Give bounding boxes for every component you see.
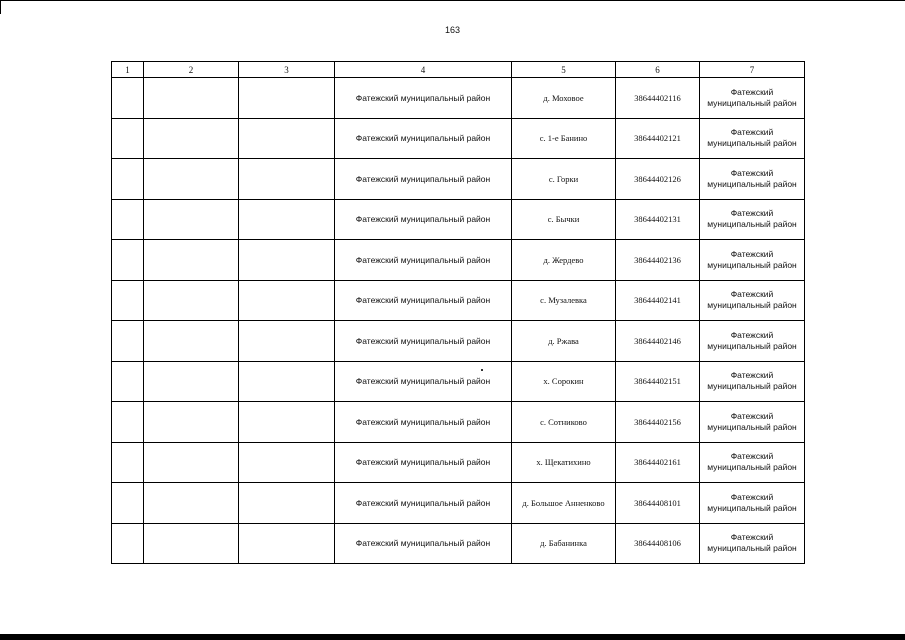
table-row (112, 240, 805, 281)
cell-district: Фатежский муниципальный район (335, 361, 512, 402)
cell-col-3 (239, 159, 335, 200)
cell-col-1 (112, 240, 144, 281)
cell-settlement: д. Ржава (512, 321, 616, 362)
cell-municipality: Фатежский муниципальный район (700, 442, 805, 483)
scan-border-left (0, 0, 1, 14)
cell-municipality: Фатежский муниципальный район (700, 159, 805, 200)
cell-municipality: Фатежский муниципальный район (700, 280, 805, 321)
cell-district: Фатежский муниципальный район (335, 78, 512, 119)
cell-district: Фатежский муниципальный район (335, 240, 512, 281)
cell-col-3 (239, 523, 335, 564)
cell-oktmo-code: 38644402141 (616, 280, 700, 321)
cell-col-2 (144, 199, 239, 240)
scan-border-bottom (0, 634, 905, 640)
cell-settlement: с. Бычки (512, 199, 616, 240)
cell-col-2 (144, 523, 239, 564)
cell-col-3 (239, 78, 335, 119)
cell-district: Фатежский муниципальный район (335, 483, 512, 524)
cell-municipality: Фатежский муниципальный район (700, 118, 805, 159)
table-row (112, 483, 805, 524)
table-row (112, 402, 805, 443)
cell-col-2 (144, 159, 239, 200)
cell-col-3 (239, 361, 335, 402)
cell-municipality: Фатежский муниципальный район (700, 78, 805, 119)
cell-oktmo-code: 38644402126 (616, 159, 700, 200)
cell-settlement: д. Большое Анненково (512, 483, 616, 524)
cell-col-3 (239, 483, 335, 524)
table-body (112, 78, 805, 564)
scan-speck (481, 369, 483, 371)
cell-settlement: д. Бабанинка (512, 523, 616, 564)
cell-col-2 (144, 280, 239, 321)
cell-col-1 (112, 118, 144, 159)
cell-district: Фатежский муниципальный район (335, 402, 512, 443)
cell-oktmo-code: 38644402151 (616, 361, 700, 402)
cell-col-2 (144, 321, 239, 362)
cell-col-3 (239, 280, 335, 321)
cell-municipality: Фатежский муниципальный район (700, 483, 805, 524)
cell-col-3 (239, 118, 335, 159)
header-row (112, 62, 805, 78)
cell-municipality: Фатежский муниципальный район (700, 361, 805, 402)
cell-oktmo-code: 38644402131 (616, 199, 700, 240)
cell-oktmo-code: 38644408106 (616, 523, 700, 564)
column-header-4: 4 (335, 62, 512, 78)
cell-col-2 (144, 442, 239, 483)
cell-col-2 (144, 402, 239, 443)
cell-district: Фатежский муниципальный район (335, 159, 512, 200)
cell-col-1 (112, 159, 144, 200)
table-row (112, 442, 805, 483)
cell-oktmo-code: 38644402136 (616, 240, 700, 281)
cell-settlement: с. Горки (512, 159, 616, 200)
cell-col-1 (112, 442, 144, 483)
cell-settlement: х. Щекатихино (512, 442, 616, 483)
cell-col-2 (144, 118, 239, 159)
column-header-2: 2 (144, 62, 239, 78)
cell-col-3 (239, 240, 335, 281)
column-header-3: 3 (239, 62, 335, 78)
cell-district: Фатежский муниципальный район (335, 118, 512, 159)
cell-settlement: д. Моховое (512, 78, 616, 119)
cell-municipality: Фатежский муниципальный район (700, 199, 805, 240)
column-header-6: 6 (616, 62, 700, 78)
settlements-table (111, 61, 805, 564)
cell-col-3 (239, 402, 335, 443)
table-row (112, 280, 805, 321)
cell-settlement: с. Сотниково (512, 402, 616, 443)
table-row (112, 78, 805, 119)
cell-col-2 (144, 78, 239, 119)
cell-oktmo-code: 38644402121 (616, 118, 700, 159)
cell-col-1 (112, 321, 144, 362)
table-row (112, 159, 805, 200)
cell-district: Фатежский муниципальный район (335, 199, 512, 240)
table-row (112, 199, 805, 240)
page-number: 163 (444, 25, 461, 35)
cell-settlement: с. 1-е Банино (512, 118, 616, 159)
cell-district: Фатежский муниципальный район (335, 321, 512, 362)
cell-settlement: д. Жердево (512, 240, 616, 281)
cell-col-3 (239, 199, 335, 240)
cell-col-1 (112, 523, 144, 564)
cell-col-1 (112, 78, 144, 119)
table-row (112, 361, 805, 402)
cell-col-1 (112, 199, 144, 240)
cell-municipality: Фатежский муниципальный район (700, 523, 805, 564)
cell-oktmo-code: 38644402146 (616, 321, 700, 362)
cell-col-1 (112, 280, 144, 321)
cell-col-1 (112, 361, 144, 402)
cell-col-2 (144, 483, 239, 524)
column-header-5: 5 (512, 62, 616, 78)
cell-settlement: х. Сорокин (512, 361, 616, 402)
table-row (112, 523, 805, 564)
cell-municipality: Фатежский муниципальный район (700, 240, 805, 281)
cell-oktmo-code: 38644402161 (616, 442, 700, 483)
cell-oktmo-code: 38644408101 (616, 483, 700, 524)
table-row (112, 321, 805, 362)
cell-district: Фатежский муниципальный район (335, 523, 512, 564)
table-row (112, 118, 805, 159)
cell-settlement: с. Музалевка (512, 280, 616, 321)
cell-district: Фатежский муниципальный район (335, 280, 512, 321)
scan-border-top (0, 0, 905, 1)
column-header-1: 1 (112, 62, 144, 78)
cell-col-3 (239, 442, 335, 483)
cell-oktmo-code: 38644402116 (616, 78, 700, 119)
cell-municipality: Фатежский муниципальный район (700, 321, 805, 362)
cell-col-3 (239, 321, 335, 362)
cell-col-2 (144, 361, 239, 402)
cell-col-2 (144, 240, 239, 281)
column-header-7: 7 (700, 62, 805, 78)
cell-col-1 (112, 402, 144, 443)
cell-district: Фатежский муниципальный район (335, 442, 512, 483)
cell-col-1 (112, 483, 144, 524)
cell-municipality: Фатежский муниципальный район (700, 402, 805, 443)
cell-oktmo-code: 38644402156 (616, 402, 700, 443)
